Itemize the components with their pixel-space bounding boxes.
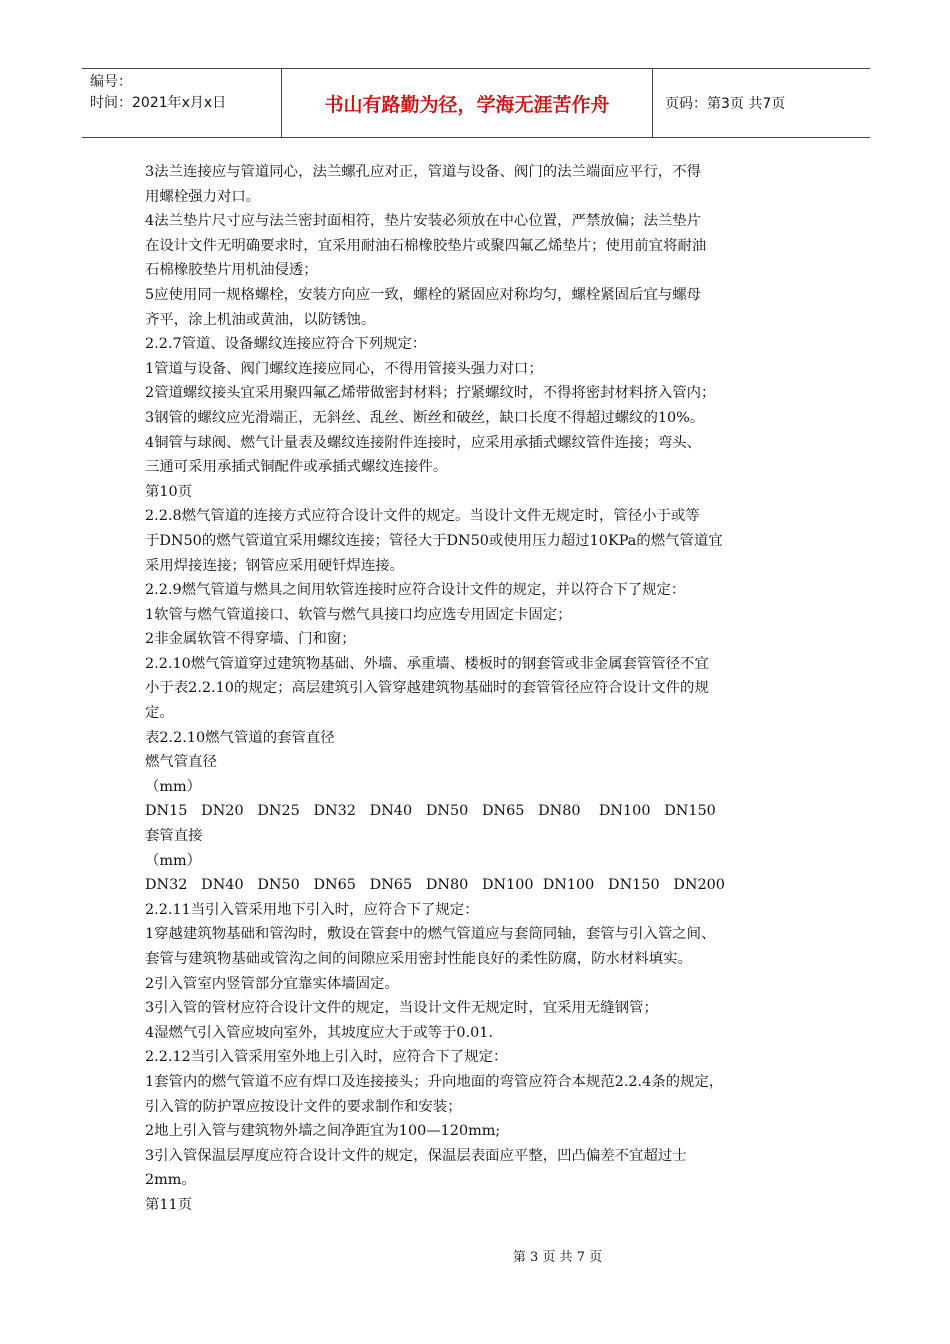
text-line: 三通可采用承插式铜配件或承插式螺纹连接件。 <box>145 459 448 476</box>
text-line: DN32 DN40 DN50 DN65 DN65 DN80 DN100 DN100 DN150 DN200 <box>145 877 725 894</box>
text-line: 用螺栓强力对口。 <box>145 188 261 205</box>
document-body <box>145 160 810 1218</box>
text-line: 1套管内的燃气管道不应有焊口及连接接头；升向地面的弯管应符合本规范2.2.4条的规定， <box>145 1073 724 1090</box>
text-line: 1管道与设备、阀门螺纹连接应同心，不得用管接头强力对口； <box>145 360 543 377</box>
text-line: 3引入管保温层厚度应符合设计文件的规定，保温层表面应平整，凹凸偏差不宜超过士 <box>145 1147 687 1164</box>
text-line: 5应使用同一规格螺栓，安装方向应一致，螺栓的紧固应对称均匀，螺栓紧固后宜与螺母 <box>145 286 702 303</box>
text-line: 齐平，涂上机油或黄油，以防锈蚀。 <box>145 311 376 328</box>
text-line: 2.2.7管道、设备螺纹连接应符合下列规定： <box>145 336 427 353</box>
text-line: 3法兰连接应与管道同心，法兰螺孔应对正，管道与设备、阀门的法兰端面应平行，不得 <box>145 164 702 180</box>
text-line: 1穿越建筑物基础和管沟时，敷设在管套中的燃气管道应与套筒同轴，套管与引入管之间、 <box>145 926 716 943</box>
text-line: 在设计文件无明确要求时，宜采用耐油石棉橡胶垫片或聚四氟乙烯垫片；使用前宜将耐油 <box>145 237 707 254</box>
text-line: 4法兰垫片尺寸应与法兰密封面相符，垫片安装必须放在中心位置，严禁放偏；法兰垫片 <box>145 213 702 230</box>
text-line: 2.2.11当引入管采用地下引入时，应符合下了规定： <box>145 901 479 918</box>
text-line: 4湿燃气引入管应坡向室外，其坡度应大于或等于0.01. <box>145 1024 493 1041</box>
text-line: （mm） <box>145 778 202 795</box>
page-footer <box>0 1246 950 1265</box>
text-line: 2地上引入管与建筑物外墙之间净距宜为100—120mm; <box>145 1123 501 1140</box>
text-line: 2.2.8燃气管道的连接方式应符合设计文件的规定。当设计文件无规定时，管径小于或等 <box>145 508 700 525</box>
text-line: 第10页 <box>145 483 193 500</box>
text-line: 石棉橡胶垫片用机油侵透； <box>145 262 318 279</box>
date-label: 时间：2021年x月x日 <box>90 95 227 111</box>
text-line: 1软管与燃气管道接口、软管与燃气具接口均应选专用固定卡固定； <box>145 606 572 623</box>
code-label: 编号： <box>90 74 132 90</box>
text-line: （mm） <box>145 852 202 869</box>
text-line: 2管道螺纹接头宜采用聚四氟乙烯带做密封材料；拧紧螺纹时，不得将密封材料挤入管内； <box>145 385 716 402</box>
motto-cell <box>282 69 653 137</box>
header-left-cell <box>82 69 282 137</box>
text-line: DN15 DN20 DN25 DN32 DN40 DN50 DN65 DN80 DN100 DN150 <box>145 803 716 820</box>
text-line: 于DN50的燃气管道宜采用螺纹连接；管径大于DN50或使用压力超过10KPa的燃气管道宜 <box>145 532 723 549</box>
text-line: 第11页 <box>145 1196 193 1213</box>
text-line: 定。 <box>145 705 174 722</box>
footer-page-label: 第 3 页 共 7 页 <box>512 1250 603 1265</box>
text-line: 3钢管的螺纹应光滑端正，无斜丝、乱丝、断丝和破丝，缺口长度不得超过螺纹的10%。 <box>145 409 705 426</box>
text-line: 3引入管的管材应符合设计文件的规定，当设计文件无规定时，宜采用无缝钢管； <box>145 1000 658 1017</box>
text-line: 引入管的防护罩应按设计文件的要求制作和安装； <box>145 1098 462 1115</box>
text-line: 2非金属软管不得穿墙、门和窗； <box>145 631 356 648</box>
text-line: 燃气管直径 <box>145 754 217 771</box>
text-line: 套管与建筑物基础或管沟之间的间隙应采用密封性能良好的柔性防腐，防水材料填实。 <box>145 951 692 967</box>
text-line: 采用焊接连接；钢管应采用硬钎焊连接。 <box>145 557 405 574</box>
text-line: 2.2.10燃气管道穿过建筑物基础、外墙、承重墙、楼板时的钢套管或非金属套管管径不宜 <box>145 655 709 672</box>
text-line: 2.2.9燃气管道与燃具之间用软管连接时应符合设计文件的规定，并以符合下了规定： <box>145 582 686 599</box>
text-line: 4铜管与球阀、燃气计量表及螺纹连接附件连接时，应采用承插式螺纹管件连接；弯头、 <box>145 434 702 451</box>
text-line: 小于表2.2.10的规定；高层建筑引入管穿越建筑物基础时的套管管径应符合设计文件的规 <box>145 680 709 697</box>
text-line: 套管直接 <box>145 828 203 845</box>
text-line: 2.2.12当引入管采用室外地上引入时，应符合下了规定： <box>145 1049 508 1066</box>
page-info-text: 页码：第3页 共7页 <box>665 96 786 112</box>
text-line: 2mm。 <box>145 1172 196 1189</box>
page-header <box>82 68 870 138</box>
page-info-cell <box>653 69 870 137</box>
text-line: 表2.2.10燃气管道的套管直径 <box>145 729 335 746</box>
text-line: 2引入管室内竖管部分宜靠实体墙固定。 <box>145 975 399 992</box>
motto-text: 书山有路勤为径，学海无涯苦作舟 <box>324 93 610 116</box>
